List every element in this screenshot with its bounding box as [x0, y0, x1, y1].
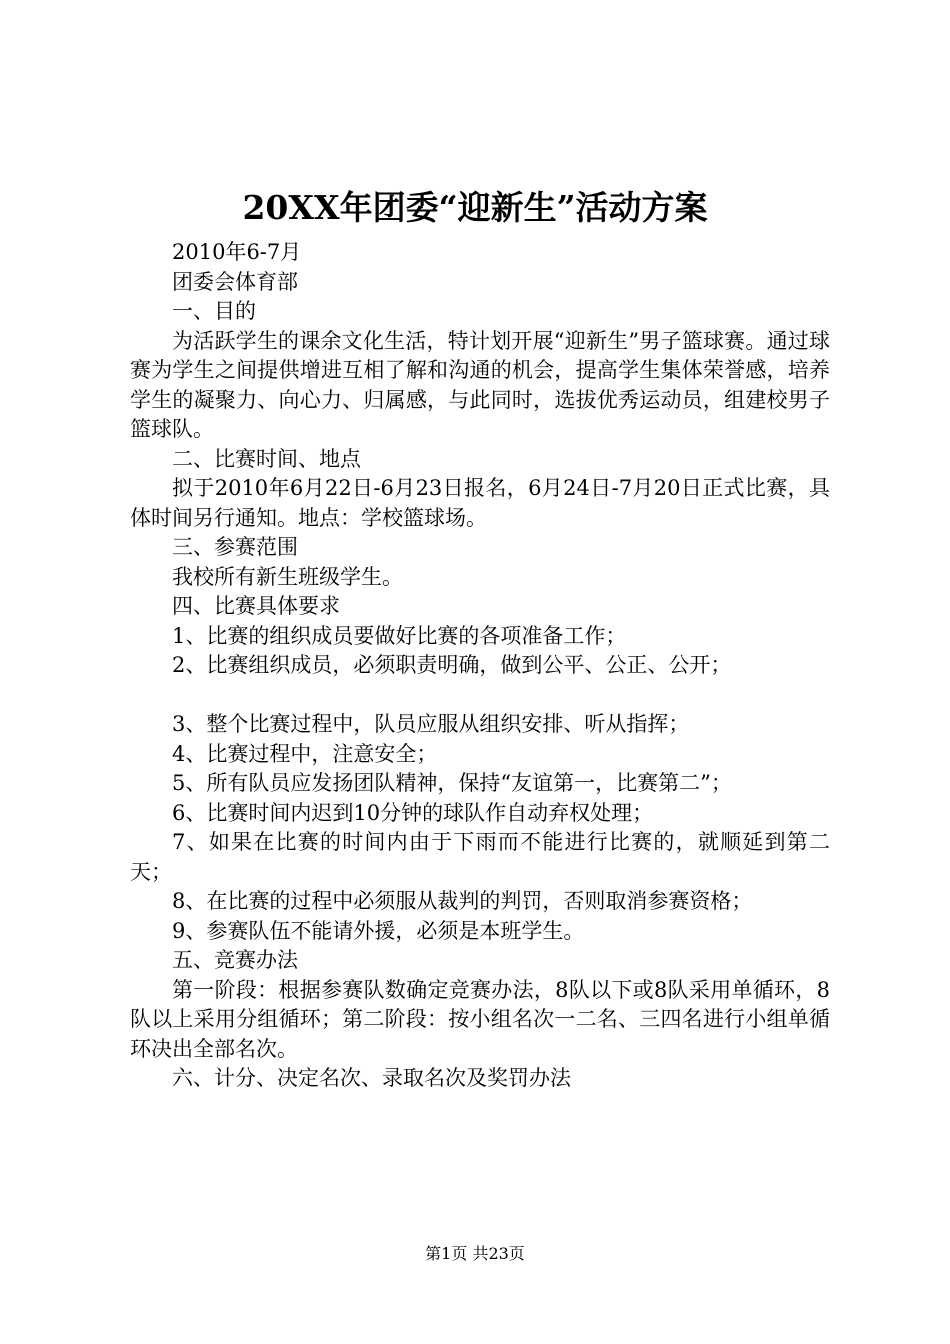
paragraph-department: 团委会体育部: [172, 269, 298, 294]
requirement-item: 2、比赛组织成员，必须职责明确，做到公平、公正、公开；: [172, 653, 732, 677]
heading-scoring: 六、计分、决定名次、录取名次及奖罚办法: [172, 1066, 571, 1090]
heading-scope: 三、参赛范围: [172, 535, 298, 559]
paragraph-time-place: 拟于2010年6月22日-6月23日报名，6月24日-7月20日正式比赛，具体时间另行通知。地点：学校篮球场。: [130, 476, 830, 530]
requirement-item: 5、所有队员应发扬团队精神，保持“友谊第一，比赛第二”；: [172, 771, 732, 795]
blank-line: [130, 681, 830, 711]
requirement-item: 1、比赛的组织成员要做好比赛的各项准备工作；: [172, 623, 627, 648]
requirement-item: 4、比赛过程中，注意安全；: [172, 741, 438, 766]
page-footer: 第1页 共23页: [425, 1244, 525, 1263]
requirement-item: 3、整个比赛过程中，队员应服从组织安排、听从指挥；: [172, 712, 690, 736]
paragraph-scope: 我校所有新生班级学生。: [172, 564, 403, 589]
document-title: 20XX年团委“迎新生”活动方案: [242, 188, 708, 227]
requirement-item: 6、比赛时间内迟到10分钟的球队作自动弃权处理；: [172, 800, 654, 825]
heading-time-place: 二、比赛时间、地点: [172, 446, 361, 471]
heading-requirements: 四、比赛具体要求: [172, 594, 340, 618]
heading-purpose: 一、目的: [172, 299, 256, 323]
paragraph-purpose: 为活跃学生的课余文化生活，特计划开展“迎新生”男子篮球赛。通过球赛为学生之间提供增进互相了解和沟通的机会，提高学生集体荣誉感，培养学生的凝聚力、向心力、归属感，与此同时，选拔优秀运动员，组建校男子篮球队。: [130, 328, 830, 441]
paragraph-competition-method: 第一阶段：根据参赛队数确定竞赛办法，8队以下或8队采用单循环，8队以上采用分组循环；第二阶段：按小组名次一二名、三四名进行小组单循环决出全部名次。: [130, 977, 830, 1061]
paragraph-date: 2010年6-7月: [172, 240, 302, 264]
requirement-item: 7、如果在比赛的时间内由于下雨而不能进行比赛的，就顺延到第二天；: [130, 830, 830, 884]
heading-competition-method: 五、竞赛办法: [172, 948, 298, 972]
document-body: [130, 238, 830, 1094]
requirement-item: 9、参赛队伍不能请外援，必须是本班学生。: [172, 918, 585, 943]
requirement-item: 8、在比赛的过程中必须服从裁判的判罚，否则取消参赛资格；: [172, 889, 753, 913]
